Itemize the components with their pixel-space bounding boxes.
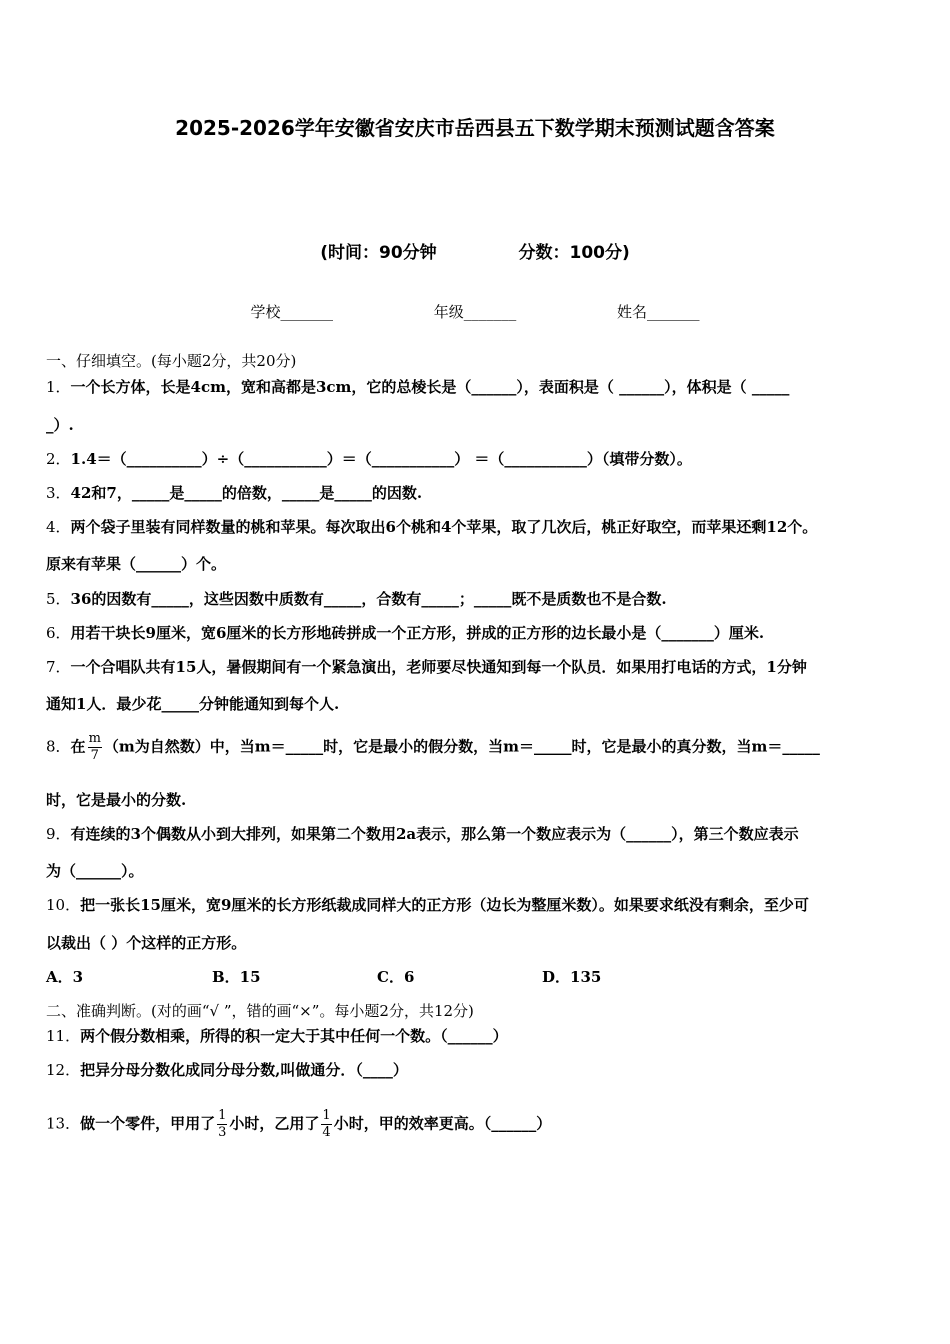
question-2 — [46, 448, 912, 469]
fraction-m-over-7: $\frac{m}{7}$ — [88, 731, 101, 763]
question-text: 1.4＝（__________）÷（___________）＝（___________） ＝（___________）（填带分数）。 — [70, 450, 692, 468]
question-number: 6． — [46, 624, 71, 642]
question-text: 把一张长15厘米，宽9厘米的长方形纸裁成同样大的正方形（边长为整厘米数）。如果要求纸没有剩余，至少可 — [80, 896, 809, 914]
question-number: 13． — [46, 1114, 81, 1133]
question-number: 12． — [46, 1061, 81, 1079]
question-1 — [46, 376, 912, 397]
question-9-cont: 为（______）。 — [46, 862, 144, 880]
question-text: 42和7，_____是_____的倍数，_____是_____的因数. — [70, 484, 423, 502]
question-text: 有连续的3个偶数从小到大排列，如果第二个数用2a表示，那么第一个数应表示为（______），第三个数应表示 — [70, 825, 799, 843]
question-11 — [46, 1025, 912, 1046]
question-number: 9． — [46, 825, 71, 843]
student-info — [0, 301, 950, 322]
question-5 — [46, 588, 912, 609]
question-9 — [46, 823, 912, 844]
school-field: 学校_______ — [250, 303, 333, 321]
grade-field: 年级_______ — [433, 303, 517, 321]
question-8: 8．在 $\frac{m}{7}$ （m为自然数）中，当m＝_____时，它是最小的假分数，当m＝_____时，它是最小的真分数，当m＝_____ — [46, 731, 820, 763]
question-number: 5． — [46, 590, 71, 608]
question-8-cont: 时，它是最小的分数. — [46, 791, 187, 809]
question-number: 11． — [46, 1027, 81, 1045]
question-4 — [46, 516, 912, 537]
name-field: 姓名_______ — [617, 303, 700, 321]
question-number: 3． — [46, 484, 71, 502]
question-text: 36的因数有_____，这些因数中质数有_____，合数有_____；_____既不是质数也不是合数. — [70, 590, 667, 608]
question-text: （m为自然数）中，当m＝_____时，它是最小的假分数，当m＝_____时，它是最小的真分数，当m＝_____ — [103, 737, 820, 756]
question-text: 两个假分数相乘，所得的积一定大于其中任何一个数。（______） — [80, 1027, 508, 1045]
question-text: 两个袋子里装有同样数量的桃和苹果。每次取出6个桃和4个苹果，取了几次后，桃正好取空，而苹果还剩12个。 — [70, 518, 818, 536]
section-1-header: 一、仔细填空。(每小题2分，共20分) — [46, 352, 297, 370]
question-text: 用若干块长9厘米，宽6厘米的长方形地砖拼成一个正方形，拼成的正方形的边长最小是（_______）厘米. — [70, 624, 765, 642]
question-10-cont: 以裁出（ ）个这样的正方形。 — [46, 934, 247, 952]
option-d[interactable]: D．135 — [542, 968, 602, 986]
question-number: 4． — [46, 518, 71, 536]
question-1-cont: _）. — [46, 416, 74, 434]
question-13: 13．做一个零件，甲用了 $\frac{1}{3}$ 小时，乙用了 $\frac{1}{4}$ 小时，甲的效率更高。（______） — [46, 1108, 552, 1140]
page-title: 2025-2026学年安徽省安庆市岳西县五下数学期末预测试题含答案 — [175, 116, 775, 140]
exam-meta — [0, 238, 950, 263]
option-b[interactable]: B．15 — [212, 968, 261, 986]
question-6 — [46, 622, 912, 643]
question-number: 7． — [46, 658, 71, 676]
time-limit: (时间：90分钟 — [320, 243, 437, 263]
question-number: 8． — [46, 737, 71, 756]
question-number: 2． — [46, 450, 71, 468]
fraction-one-quarter: $\frac{1}{4}$ — [322, 1108, 331, 1140]
question-3 — [46, 482, 912, 503]
total-score: 分数：100分) — [518, 243, 630, 263]
question-10 — [46, 894, 912, 915]
fraction-one-third: $\frac{1}{3}$ — [218, 1108, 227, 1140]
question-number: 10． — [46, 896, 81, 914]
option-a[interactable]: A．3 — [46, 968, 84, 986]
question-7 — [46, 656, 912, 677]
option-c[interactable]: C．6 — [377, 968, 415, 986]
question-12 — [46, 1059, 912, 1080]
question-number: 1． — [46, 378, 71, 396]
question-text: 把异分母分数化成同分母分数,叫做通分．（____） — [80, 1061, 408, 1079]
question-text: 一个长方体，长是4cm，宽和高都是3cm，它的总棱长是（______），表面积是（ ______），体积是（ _____ — [70, 378, 790, 396]
question-7-cont: 通知1人．最少花_____分钟能通知到每个人. — [46, 695, 340, 713]
question-4-cont: 原来有苹果（______）个。 — [46, 555, 227, 573]
question-text: 一个合唱队共有15人，暑假期间有一个紧急演出，老师要尽快通知到每一个队员．如果用打电话的方式，1分钟 — [70, 658, 807, 676]
section-2-header: 二、准确判断。(对的画“√ ”，错的画“×”。每小题2分，共12分) — [46, 1002, 474, 1020]
